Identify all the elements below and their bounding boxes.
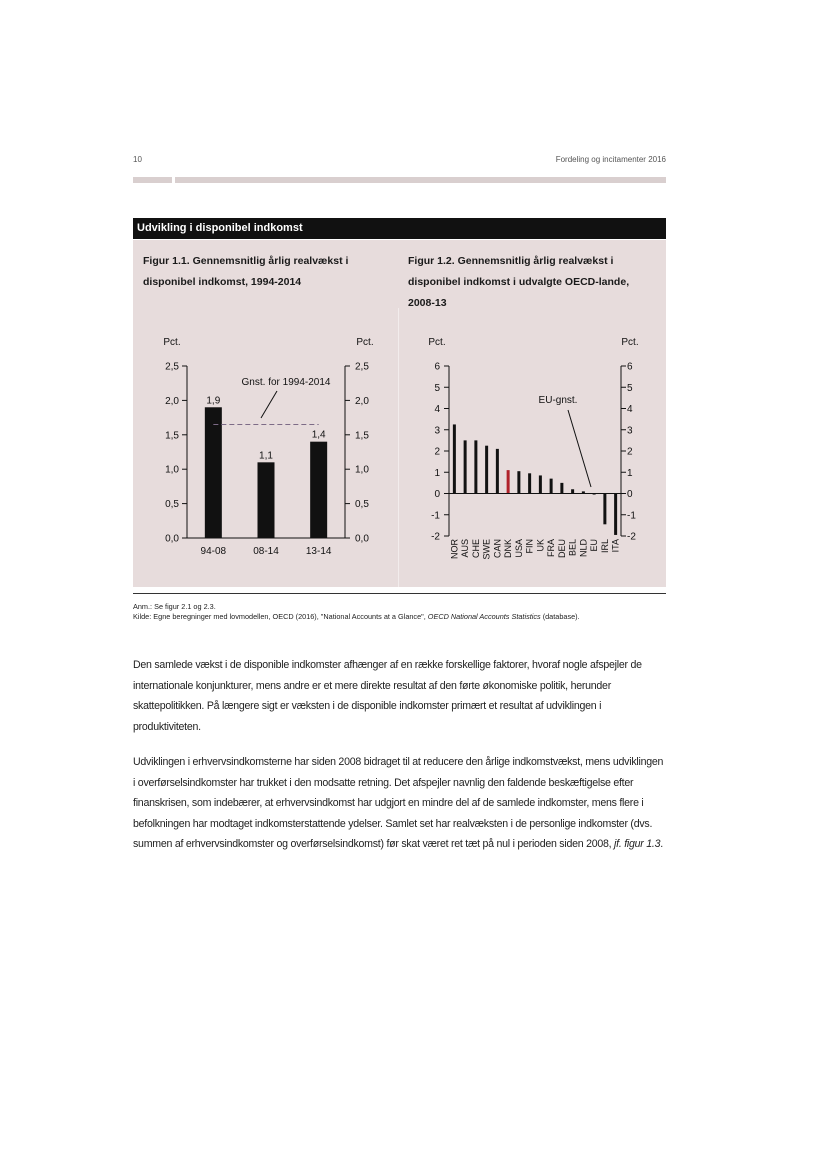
note-kilde-suffix: (database). <box>540 611 580 621</box>
chart1-category-label: 08-14 <box>253 546 279 557</box>
chart1-tick-label-left: 1,5 <box>165 430 179 442</box>
chart2-bar <box>453 424 456 493</box>
chart1-value-label: 1,9 <box>206 395 221 407</box>
chart2-tick-label-right: -1 <box>627 510 636 522</box>
chart2-eu-pointer <box>568 410 591 487</box>
running-title: Fordeling og incitamenter 2016 <box>555 155 666 164</box>
chart2-category-label: AUS <box>460 539 471 558</box>
chart2-tick-label-left: 0 <box>434 489 440 500</box>
chart2-tick-label-right: 5 <box>627 382 633 394</box>
note-kilde-prefix: Kilde: Egne beregninger med lovmodellen, OECD (2016), "National Accounts at a Glance", <box>133 611 428 621</box>
chart2-category-label: NLD <box>578 539 589 558</box>
chart1-tick-label-right: 1,0 <box>355 464 369 476</box>
chart2-tick-label-left: 6 <box>434 361 440 373</box>
chart2-tick-label-right: 1 <box>627 467 633 479</box>
chart2-category-label: CAN <box>492 539 503 559</box>
chart2-tick-label-right: 0 <box>627 489 633 500</box>
chart2-tick-label-left: 4 <box>434 404 440 415</box>
chart2-category-label: CHE <box>470 539 481 559</box>
chart2-bar <box>464 440 467 493</box>
chart2-category-label: FIN <box>524 539 535 554</box>
chart2-tick-label-right: 3 <box>627 425 633 437</box>
chart2-bar <box>614 494 617 535</box>
body-paragraph-2-end: . <box>660 838 663 850</box>
chart2-bar <box>550 479 553 494</box>
chart2-tick-label-right: 6 <box>627 361 633 373</box>
page-number: 10 <box>133 155 142 164</box>
chart2-tick-label-right: -2 <box>627 531 636 543</box>
chart2-bar <box>485 446 488 494</box>
chart2-category-label: IRL <box>599 539 610 554</box>
chart1-value-label: 1,1 <box>259 450 273 462</box>
note-anm: Anm.: Se figur 2.1 og 2.3. <box>133 602 216 611</box>
chart2-bar <box>474 440 477 493</box>
body-paragraph-2 <box>133 752 666 855</box>
chart2-bar <box>571 489 574 493</box>
chart1-tick-label-right: 2,5 <box>355 361 369 373</box>
chart2-tick-label-right: 2 <box>627 446 633 458</box>
chart2-bar <box>496 449 499 494</box>
chart1-tick-label-left: 2,0 <box>165 395 179 407</box>
chart2-eu-label: EU-gnst. <box>538 395 578 406</box>
chart1-tick-label-right: 0,0 <box>355 533 369 545</box>
figure-notes <box>133 602 666 621</box>
chart2-ylabel-right: Pct. <box>621 337 639 348</box>
box-title-bar: Udvikling i disponibel indkomst <box>133 218 666 239</box>
chart2-category-label: UK <box>535 539 546 552</box>
chart2-category-label: EU <box>589 539 600 552</box>
chart2-tick-label-right: 4 <box>627 404 633 415</box>
chart2-category-label: ITA <box>610 539 621 553</box>
chart1-tick-label-left: 0,5 <box>165 499 179 511</box>
chart2-category-label: BEL <box>567 539 578 557</box>
chart2-category-label: SWE <box>481 539 492 560</box>
figure-1-1-title-line-1: Figur 1.1. Gennemsnitlig årlig realvækst i <box>143 255 349 267</box>
figure-1-2-title-line-2: disponibel indkomst i udvalgte OECD-lande, <box>408 276 630 288</box>
chart2-bar <box>517 471 520 493</box>
figure-1-1-title-line-2: disponibel indkomst, 1994-2014 <box>143 276 302 288</box>
chart1-tick-label-right: 2,0 <box>355 395 369 407</box>
chart1-ylabel-left: Pct. <box>163 337 181 348</box>
chart2-ylabel-left: Pct. <box>428 337 446 348</box>
chart2-tick-label-left: 1 <box>434 467 440 479</box>
chart1-tick-label-right: 0,5 <box>355 499 369 511</box>
chart1-value-label: 1,4 <box>311 429 326 441</box>
chart2-tick-label-left: 5 <box>434 382 440 394</box>
chart2-bar <box>507 470 510 493</box>
chart1-tick-label-right: 1,5 <box>355 430 369 442</box>
chart2-bar <box>528 473 531 493</box>
chart2-category-label: NOR <box>449 539 460 559</box>
chart1-tick-label-left: 0,0 <box>165 533 179 545</box>
note-kilde-source: OECD National Accounts Statistics <box>427 611 541 621</box>
chart2-tick-label-left: 2 <box>434 446 440 458</box>
chart2-category-label: DEU <box>556 539 567 559</box>
chart2-category-label: DNK <box>503 539 514 559</box>
figure-1-2-title-line-3: 2008-13 <box>408 297 447 309</box>
chart1-category-label: 13-14 <box>305 546 332 557</box>
chart1-category-label: 94-08 <box>200 546 227 557</box>
figure-reference: jf. figur 1.3 <box>614 838 661 850</box>
body-paragraph-1: Den samlede vækst i de disponible indkomster afhænger af en række forskellige faktorer, hvoraf nogle afspejler de internationale konjunkturer, mens andre er et mere direkte resultat af den førte økonomiske politik, herunder skattepolitikken. På længere sigt er væksten i de disponible indkomster primært et resultat af udviklingen i produktiviteten. <box>133 659 642 733</box>
chart2-category-label: FRA <box>546 539 557 557</box>
chart2-tick-label-left: 3 <box>434 425 440 437</box>
chart1-ylabel-right: Pct. <box>356 337 374 348</box>
chart2-bar <box>539 475 542 493</box>
chart2-tick-label-left: -1 <box>431 510 440 522</box>
chart1-tick-label-left: 1,0 <box>165 464 179 476</box>
chart2-bar <box>603 494 606 525</box>
note-kilde <box>133 612 666 622</box>
figure-1-2-title-line-1: Figur 1.2. Gennemsnitlig årlig realvækst i <box>408 255 614 267</box>
chart2-category-label: USA <box>513 539 524 558</box>
body-paragraph-2-text: Udviklingen i erhvervsindkomsterne har siden 2008 bidraget til at reducere den årlige indkomstvækst, mens udviklingen i overførselsindkomster har trukket i den modsatte retning. Det afspejler navnlig den faldende beskæftigelse efter finanskrisen, som indebærer, at erhvervsindkomst har udgjort en mindre del af de samlede indkomster, mens flere i befolkningen har modtaget indkomsterstattende ydelser. Samlet set har realvæksten i de personlige indkomster (dvs. summen af erhvervsindkomster og overførselsindkomst) før skat været ret tæt på nul i perioden siden 2008, <box>133 756 664 850</box>
figure-box-bottom-rule <box>133 593 666 594</box>
chart1-average-label: Gnst. for 1994-2014 <box>241 377 331 388</box>
chart2-tick-label-left: -2 <box>431 531 440 543</box>
chart1-tick-label-left: 2,5 <box>165 361 179 373</box>
chart2-bar <box>560 483 563 494</box>
